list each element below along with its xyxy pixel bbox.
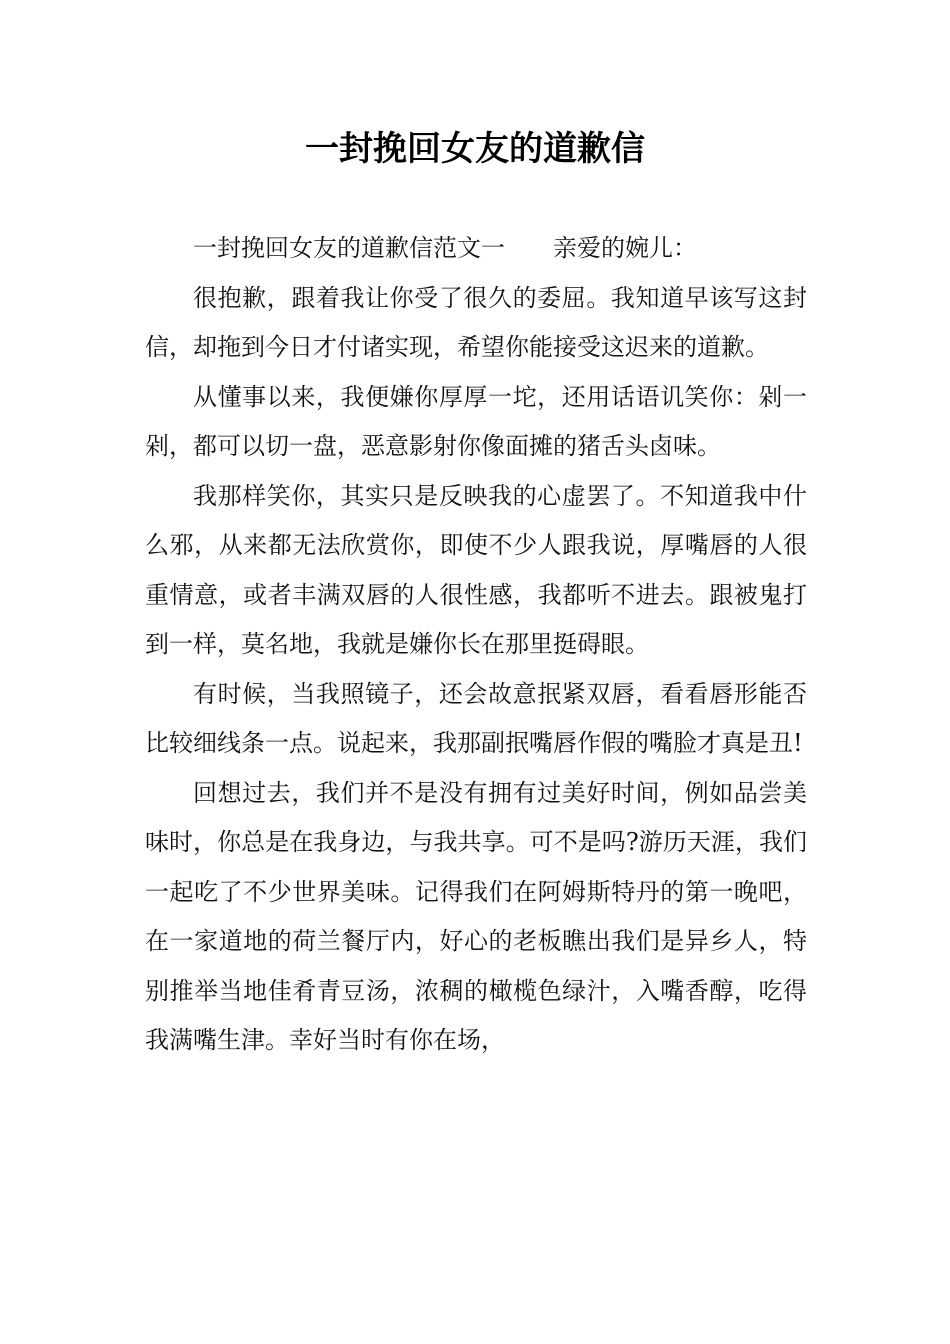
paragraph: 我那样笑你，其实只是反映我的心虚罢了。不知道我中什么邪，从来都无法欣赏你，即使不少人跟我说，厚嘴唇的人很重情意，或者丰满双唇的人很性感，我都听不进去。跟被鬼打到一样，莫名地，我就是嫌你长在那里挺碍眼。 — [145, 481, 807, 658]
paragraph: 有时候，当我照镜子，还会故意抿紧双唇，看看唇形能否比较细线条一点。说起来，我那副抿嘴唇作假的嘴脸才真是丑! — [145, 679, 807, 757]
paragraph: 从懂事以来，我便嫌你厚厚一坨，还用话语讥笑你：剁一剁，都可以切一盘，恶意影射你像面摊的猪舌头卤味。 — [145, 382, 807, 460]
document-title: 一封挽回女友的道歉信 — [305, 129, 645, 169]
document-body — [145, 224, 807, 1066]
paragraph-salutation: 一封挽回女友的道歉信范文一 亲爱的婉儿： — [193, 234, 697, 262]
paragraph: 很抱歉，跟着我让你受了很久的委屈。我知道早该写这封信，却拖到今日才付诸实现，希望你能接受这迟来的道歉。 — [145, 283, 807, 361]
paragraph: 回想过去，我们并不是没有拥有过美好时间，例如品尝美味时，你总是在我身边，与我共享。可不是吗?游历天涯，我们一起吃了不少世界美味。记得我们在阿姆斯特丹的第一晚吧，在一家道地的荷兰餐厅内，好心的老板瞧出我们是异乡人，特别推举当地佳肴青豆汤，浓稠的橄榄色绿汁，入嘴香醇，吃得我满嘴生津。幸好当时有你在场， — [145, 778, 807, 1054]
